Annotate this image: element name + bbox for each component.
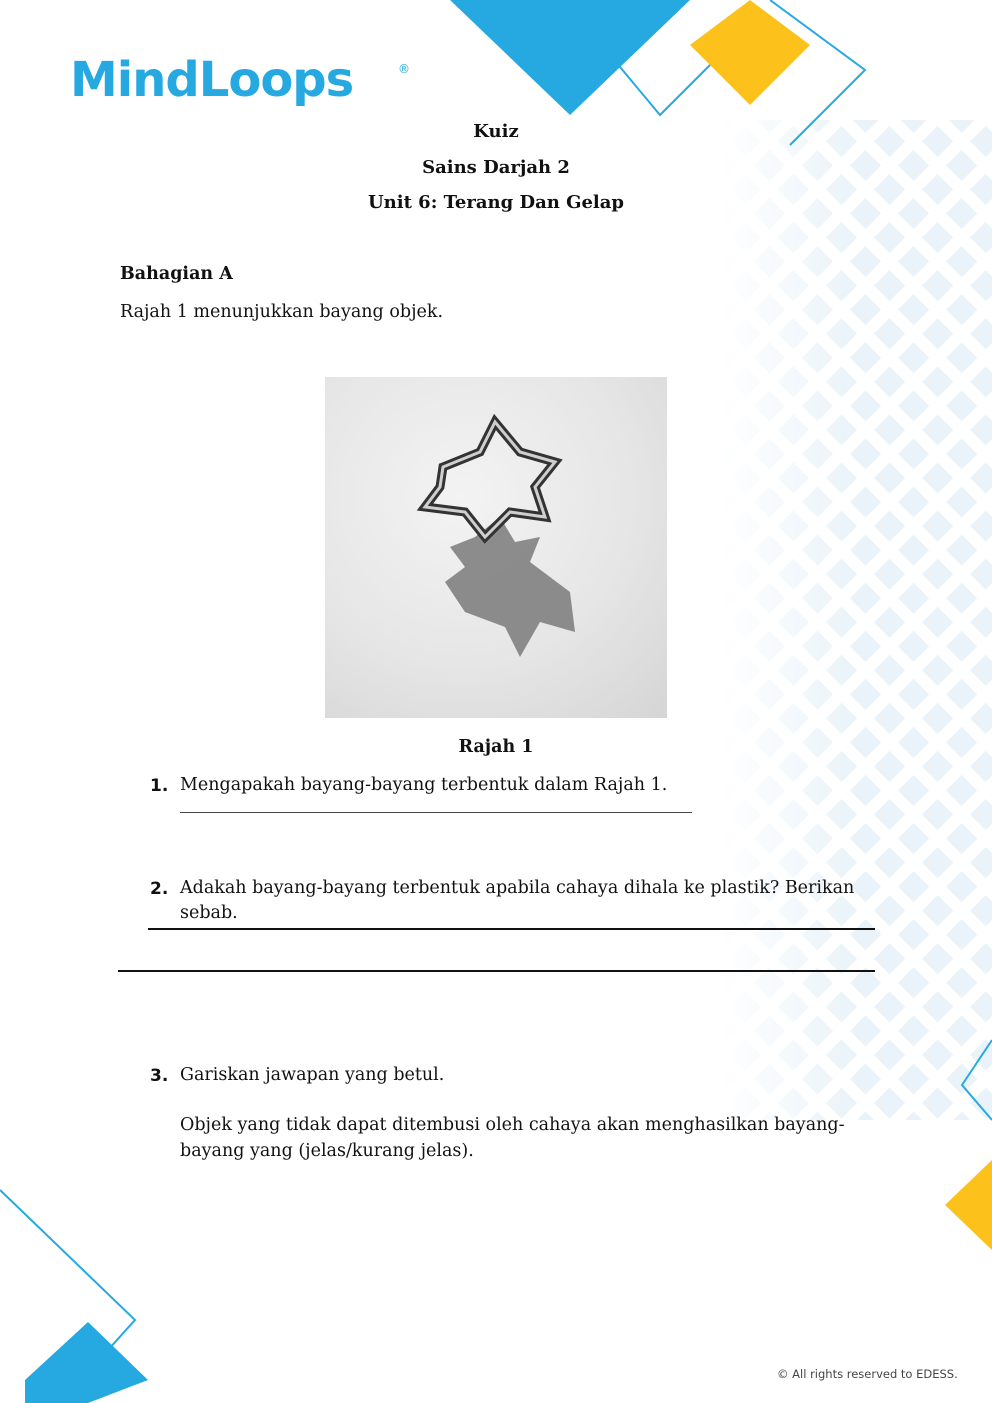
quiz-title: Kuiz [473, 121, 519, 142]
logo-wordmark: MindLoops [70, 52, 354, 108]
question-3-number: 3. [150, 1066, 169, 1086]
question-2-answer-line-1[interactable] [148, 928, 875, 930]
section-intro: Rajah 1 menunjukkan bayang objek. [120, 302, 444, 322]
question-1-number: 1. [150, 776, 169, 796]
question-1-text: Mengapakah bayang-bayang terbentuk dalam Rajah 1. [180, 775, 668, 795]
question-1-answer-line[interactable] [180, 812, 692, 813]
question-2-number: 2. [150, 879, 169, 899]
section-heading: Bahagian A [120, 264, 233, 284]
copyright-notice: © All rights reserved to EDESS. [777, 1367, 958, 1381]
rajah-1-figure [325, 377, 667, 718]
unit-title: Unit 6: Terang Dan Gelap [367, 192, 625, 213]
question-3-statement-line2: bayang yang (jelas/kurang jelas). [180, 1141, 474, 1161]
subject-title: Sains Darjah 2 [422, 157, 570, 178]
star-cookie-cutter-shadow-photo [325, 377, 667, 718]
question-2-text-line1: Adakah bayang-bayang terbentuk apabila cahaya dihala ke plastik? Berikan [180, 878, 855, 898]
question-3-statement-line1: Objek yang tidak dapat ditembusi oleh cahaya akan menghasilkan bayang- [180, 1115, 845, 1135]
question-2-text-line2: sebab. [180, 903, 238, 923]
registered-mark: ® [398, 62, 410, 76]
figure-caption: Rajah 1 [458, 737, 534, 757]
question-2-answer-line-2[interactable] [118, 970, 875, 972]
question-3-text: Gariskan jawapan yang betul. [180, 1065, 445, 1085]
